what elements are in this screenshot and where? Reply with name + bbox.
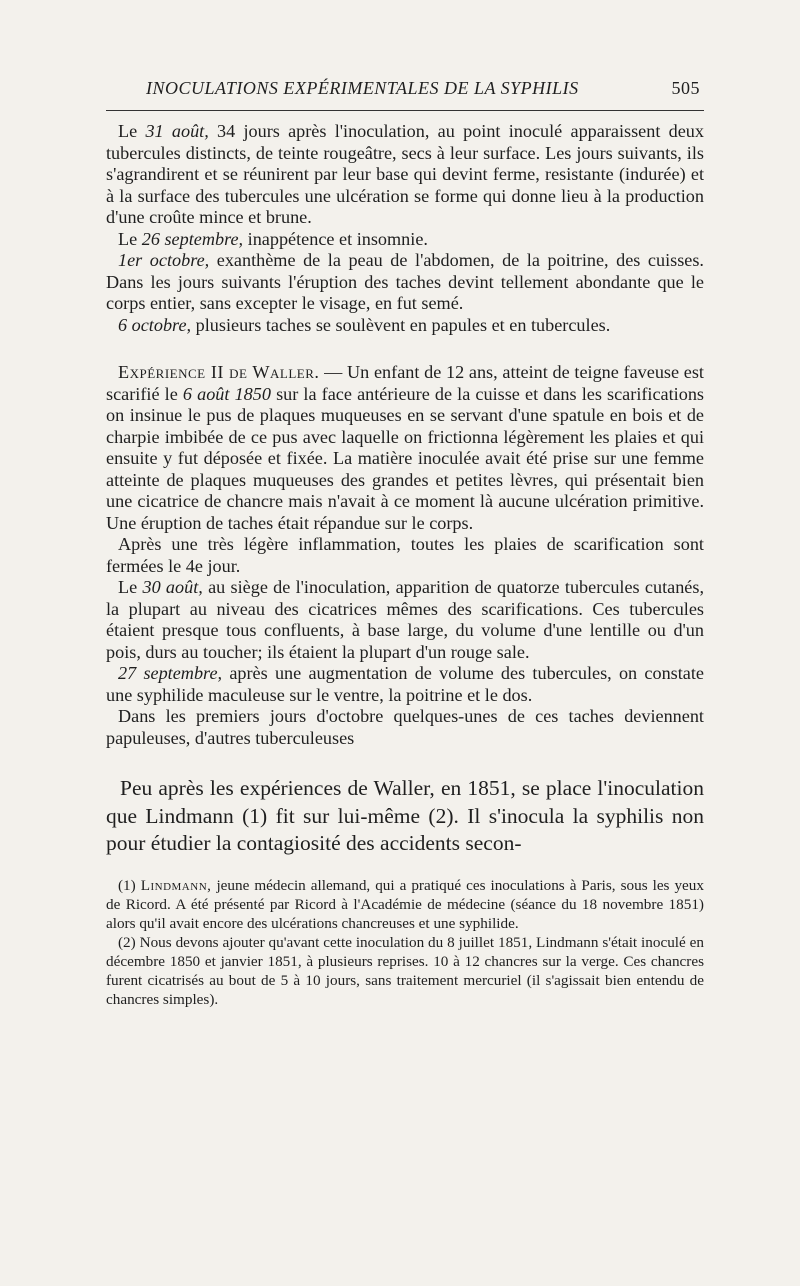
footnote-1: (1) Lindmann, jeune médecin allemand, qui a pratiqué ces inoculations à Paris, sous les yeux de Ricord. A été présenté par Ricord à l'Académie de médecine (séance du 18 novembre 1851) alors qu'il avait encore des ulcérations chancreuses et une syphilide. — [106, 876, 704, 932]
date: 31 août, — [145, 121, 209, 141]
paragraph: Expérience II de Waller. — Un enfant de 12 ans, atteint de teigne faveuse est scarifié le 6 août 1850 sur la face antérieure de la cuisse et dans les scarifications on insinue le pus de plaques muqueuses en se servant d'une spatule en bois et de charpie imbibée de ce pus avec laquelle on frictionna légèrement les plaies et qui ensuite y fut déposée et fixée. La matière inoculée avait été prise sur une femme atteinte de plaques muqueuses des grandes et petites lèvres, qui présentait bien une cicatrice de chancre mais n'avait à ce moment là aucune ulcération primitive. Une éruption de taches était répandue sur le corps. — [106, 362, 704, 533]
footnotes — [106, 876, 704, 1009]
paragraph: Le 26 septembre, inappétence et insomnie. — [118, 228, 428, 249]
running-header — [106, 78, 704, 104]
header-rule — [106, 110, 704, 111]
date: 6 octobre, — [118, 314, 192, 335]
paragraph: 27 septembre, après une augmentation de volume des tubercules, on constate une syphilide maculeuse sur le ventre, la poitrine et le dos. — [106, 663, 704, 705]
date: 27 septembre, — [118, 663, 223, 683]
section-gap — [106, 749, 704, 775]
main-paragraph: Peu après les expériences de Waller, en 1851, se place l'inoculation que Lindmann (1) fit sur lui-même (2). Il s'inocula la syphilis non pour étudier la contagiosité des accidents secon- — [106, 776, 704, 855]
date: 26 septembre, — [141, 228, 244, 249]
section-gap — [106, 336, 704, 362]
page-body — [106, 121, 704, 1009]
date: 6 août 1850 — [182, 383, 271, 404]
date: 30 août, — [142, 577, 203, 597]
footnote-2: (2) Nous devons ajouter qu'avant cette inoculation du 8 juillet 1851, Lindmann s'était inoculé en décembre 1850 et janvier 1851, à plusieurs reprises. 10 à 12 chancres sur la verge. Ces chancres furent cicatrisés au bout de 5 à 10 jours, sans traitement mercuriel (il s'agissait bien entendu de chancres simples). — [106, 933, 704, 1008]
experiment-heading: Expérience II de Waller. — [118, 362, 320, 382]
paragraph: 1er octobre, exanthème de la peau de l'abdomen, de la poitrine, des cuisses. Dans les jours suivants l'éruption des taches devint tellement abondante que le corps entier, sans excepter le visage, en fut semé. — [106, 250, 704, 313]
paragraph: Après une très légère inflammation, toutes les plaies de scarification sont fermées le 4e jour. — [106, 534, 704, 576]
paragraph: Dans les premiers jours d'octobre quelques-unes de ces taches deviennent papuleuses, d'autres tuberculeuses — [106, 706, 704, 748]
page-number: 505 — [671, 78, 700, 98]
paragraph: 6 octobre, plusieurs taches se soulèvent en papules et en tubercules. — [118, 314, 611, 335]
paragraph: Le 31 août, 34 jours après l'inoculation, au point inoculé apparaissent deux tubercules distincts, de teinte rougeâtre, secs à leur surface. Les jours suivants, ils s'agrandirent et se réunirent par leur base qui devint ferme, resistante (indurée) et à la surface des tubercules une ulcération se forme qui donne lieu à la production d'une croûte mince et brune. — [106, 121, 704, 227]
date: 1er octobre, — [118, 250, 210, 270]
paragraph: Le 30 août, au siège de l'inoculation, apparition de quatorze tubercules cutanés, la plupart au niveau des cicatrices mêmes des scarifications. Ces tubercules étaient presque tous confluents, à base large, du volume d'une lentille ou d'un pois, durs au toucher; ils étaient la plupart d'un rouge sale. — [106, 577, 704, 662]
header-title: INOCULATIONS EXPÉRIMENTALES DE LA SYPHILIS — [146, 78, 579, 98]
